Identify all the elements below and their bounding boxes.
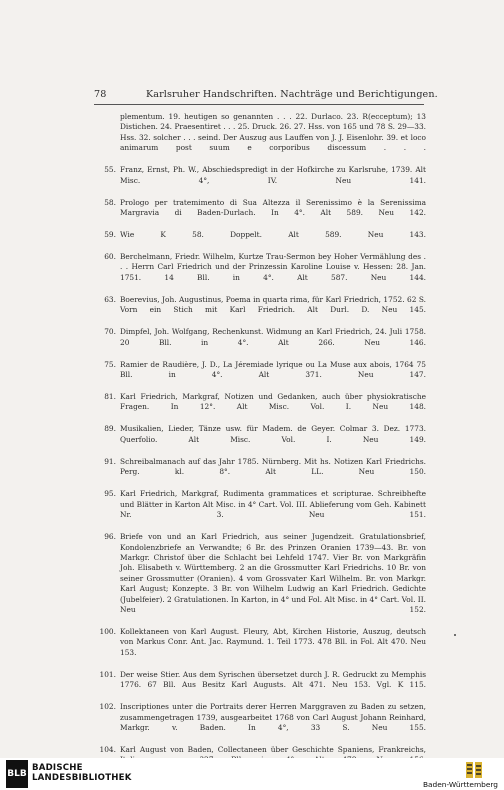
- entry-text: Karl Friedrich, Markgraf, Rudimenta grammatices et scripturae. Schreibhefte und Blätter in Karton Alt Misc. in 4° Cart. Vol. III. Ablieferung vom Geh. Kabinett Nr. 3. Neu 151.: [120, 489, 426, 520]
- entry-number: 58.: [104, 197, 116, 207]
- entry-text: Ramier de Raudière, J. D., La Jéremiade lyrique ou La Muse aux abois, 1764 75 Bll. in 4°. Alt 371. Neu 147.: [120, 359, 426, 380]
- list-item: [94, 252, 426, 294]
- entry-text: Prologo per tratemimento di Sua Altezza il Serenissimo è la Serenissima Margravia di Baden-Durlach. In 4°. Alt 589. Neu 142.: [120, 197, 426, 218]
- entry-text: plementum. 19. heutigen so genannten . . . 22. Durlaco. 23. R(ecceptum); 13 Distichen. 24. Praesentiret . . . 25. Druck. 26. 27. Hss. von 165 und 78 S. 29—33. Hss. 32. solcher . . . seind. Der Auszug aus Lauffen von J. J. Eisenlohr. 39. et loco animarum post suum e corporibus discessum . . .: [120, 112, 426, 153]
- entry-number: 60.: [104, 252, 116, 262]
- entry-text: Karl August von Baden, Collectaneen über Geschichte Spaniens, Frankreichs,: [120, 744, 426, 754]
- footer-bar: [0, 758, 504, 790]
- list-item: [94, 489, 426, 531]
- entry-text: Karl Friedrich, Markgraf, Notizen und Gedanken, auch über physiokratische Fragen. In 12°. Alt Misc. Vol. I. Neu 148.: [120, 392, 426, 412]
- list-item: [94, 670, 426, 701]
- list-item: [94, 230, 426, 251]
- entry-number: 70.: [104, 327, 116, 337]
- library-name: [32, 763, 132, 783]
- entry-text: Inscriptiones unter die Portraits derer Herren Marggraven zu Baden zu setzen, zusammengetragen 1739, ausgearbeitet 1768 von Carl August Johann Reinhard, Markgr. v. Baden. In 4°, 33 S. Neu 155.: [120, 702, 426, 732]
- entry-number: 100.: [99, 626, 116, 636]
- library-name-line1: BADISCHE: [32, 763, 83, 773]
- list-item: [94, 360, 426, 391]
- entry-text: Der weise Stier. Aus dem Syrischen übersetzet durch J. R. Gedruckt zu Memphis 1776. 67 Bll. Aus Besitz Karl Augusts. Alt 471. Neu 153. Vgl. K 115.: [120, 669, 426, 690]
- list-item: [94, 457, 426, 488]
- entry-number: 91.: [104, 456, 116, 466]
- entry-text: Musikalien, Lieder, Tänze usw. für Madem. de Geyer. Colmar 3. Dez. 1773. Querfolio. Alt Misc. Vol. I. Neu 149.: [120, 424, 426, 444]
- entry-number: 104.: [99, 744, 116, 754]
- list-item: [94, 165, 426, 196]
- entry-number: 75.: [104, 359, 116, 369]
- entry-number: 101.: [99, 669, 116, 679]
- entry-text: Briefe von und an Karl Friedrich, aus seiner Jugendzeit. Gratulationsbrief, Kondolenzbriefe an Verwandte; 6 Br. des Prinzen Oranien 1739—43. Br. von Markgr. Christof über die Schlacht bei Lehfeld 1747. Vier Br. von Markgräfin Joh. Elisabeth v. Württemberg. 2 an die Grossmutter Karl Friedrichs. 10 Br. von seiner Grossmutter (Oranien). 4 vom Grossvater Karl Wilhelm. Br. von Markgr. Karl August; Konzepte. 3 Br. von Wilhelm Ludwig an Karl Friedrich. Gedichte (Jubelfeier). 2 Gratulationen. In Karton, in 4° und Fol. Alt Misc. in 4° Cart. Vol. II. Neu 152.: [120, 532, 426, 614]
- entry-text: Boerevius, Joh. Augustinus, Poema in quarta rima, für Karl Friedrich, 1752. 62 S. Vorn ein Stich mit Karl Friedrich. Alt Durl. D. Neu 145.: [120, 294, 426, 315]
- list-item: [94, 627, 426, 669]
- page-number: 78: [94, 89, 107, 100]
- entry-text: Schreibalmanach auf das Jahr 1785. Nürnberg. Mit hs. Notizen Karl Friedrichs. Perg. kl. 8°. Alt LL. Neu 150.: [120, 456, 426, 477]
- region-label: Baden-Württemberg: [422, 780, 498, 789]
- header-rule: [94, 104, 424, 105]
- entry-text: Kollektaneen von Karl August. Fleury, Abt, Kirchen Historie, Auszug, deutsch von Markus Conr. Ant. Jac. Raymund. 1. Teil 1773. 478 Bll. in Fol. Alt 470. Neu 153.: [120, 626, 426, 657]
- list-item: [94, 295, 426, 326]
- entry-number: 55.: [104, 165, 116, 175]
- entry-number: 96.: [104, 532, 116, 542]
- running-title: Karlsruher Handschriften. Nachträge und Berichtigungen.: [146, 89, 438, 100]
- list-item: [94, 112, 426, 164]
- entry-number: 63.: [104, 294, 116, 304]
- list-item: [94, 392, 426, 423]
- library-name-line2: LANDESBIBLIOTHEK: [32, 773, 132, 783]
- baden-wuerttemberg-crest-icon: [462, 760, 486, 780]
- page-mark: [454, 634, 456, 636]
- entry-number: 81.: [104, 392, 116, 402]
- entry-number: 89.: [104, 424, 116, 434]
- blb-logo-icon: BLB: [6, 760, 28, 788]
- list-item: [94, 198, 426, 229]
- list-item: [94, 532, 426, 626]
- entry-text: Berchelmann, Friedr. Wilhelm, Kurtze Trau-Sermon bey Hoher Vermählung des . . . Herrn Carl Friedrich und der Prinzessin Karoline Louise v. Hessen: 28. Jan. 1751. 14 Bll. in 4°. Alt 587. Neu 144.: [120, 252, 426, 282]
- list-item: [94, 702, 426, 744]
- list-item: [94, 327, 426, 358]
- entry-list: [94, 112, 426, 777]
- entry-number: 102.: [99, 702, 116, 712]
- entry-number: 59.: [104, 230, 116, 240]
- entry-text: Dimpfel, Joh. Wolfgang, Rechenkunst. Widmung an Karl Friedrich, 24. Juli 1758. 20 Bll. in 4°. Alt 266. Neu 146.: [120, 327, 426, 347]
- entry-number: 95.: [104, 489, 116, 499]
- list-item: [94, 424, 426, 455]
- entry-text: Franz, Ernst, Ph. W., Abschiedspredigt in der Hofkirche zu Karlsruhe, 1739. Alt Misc. 4°, IV. Neu 141.: [120, 165, 426, 185]
- entry-text: Wie K 58. Doppelt. Alt 589. Neu 143.: [120, 230, 426, 240]
